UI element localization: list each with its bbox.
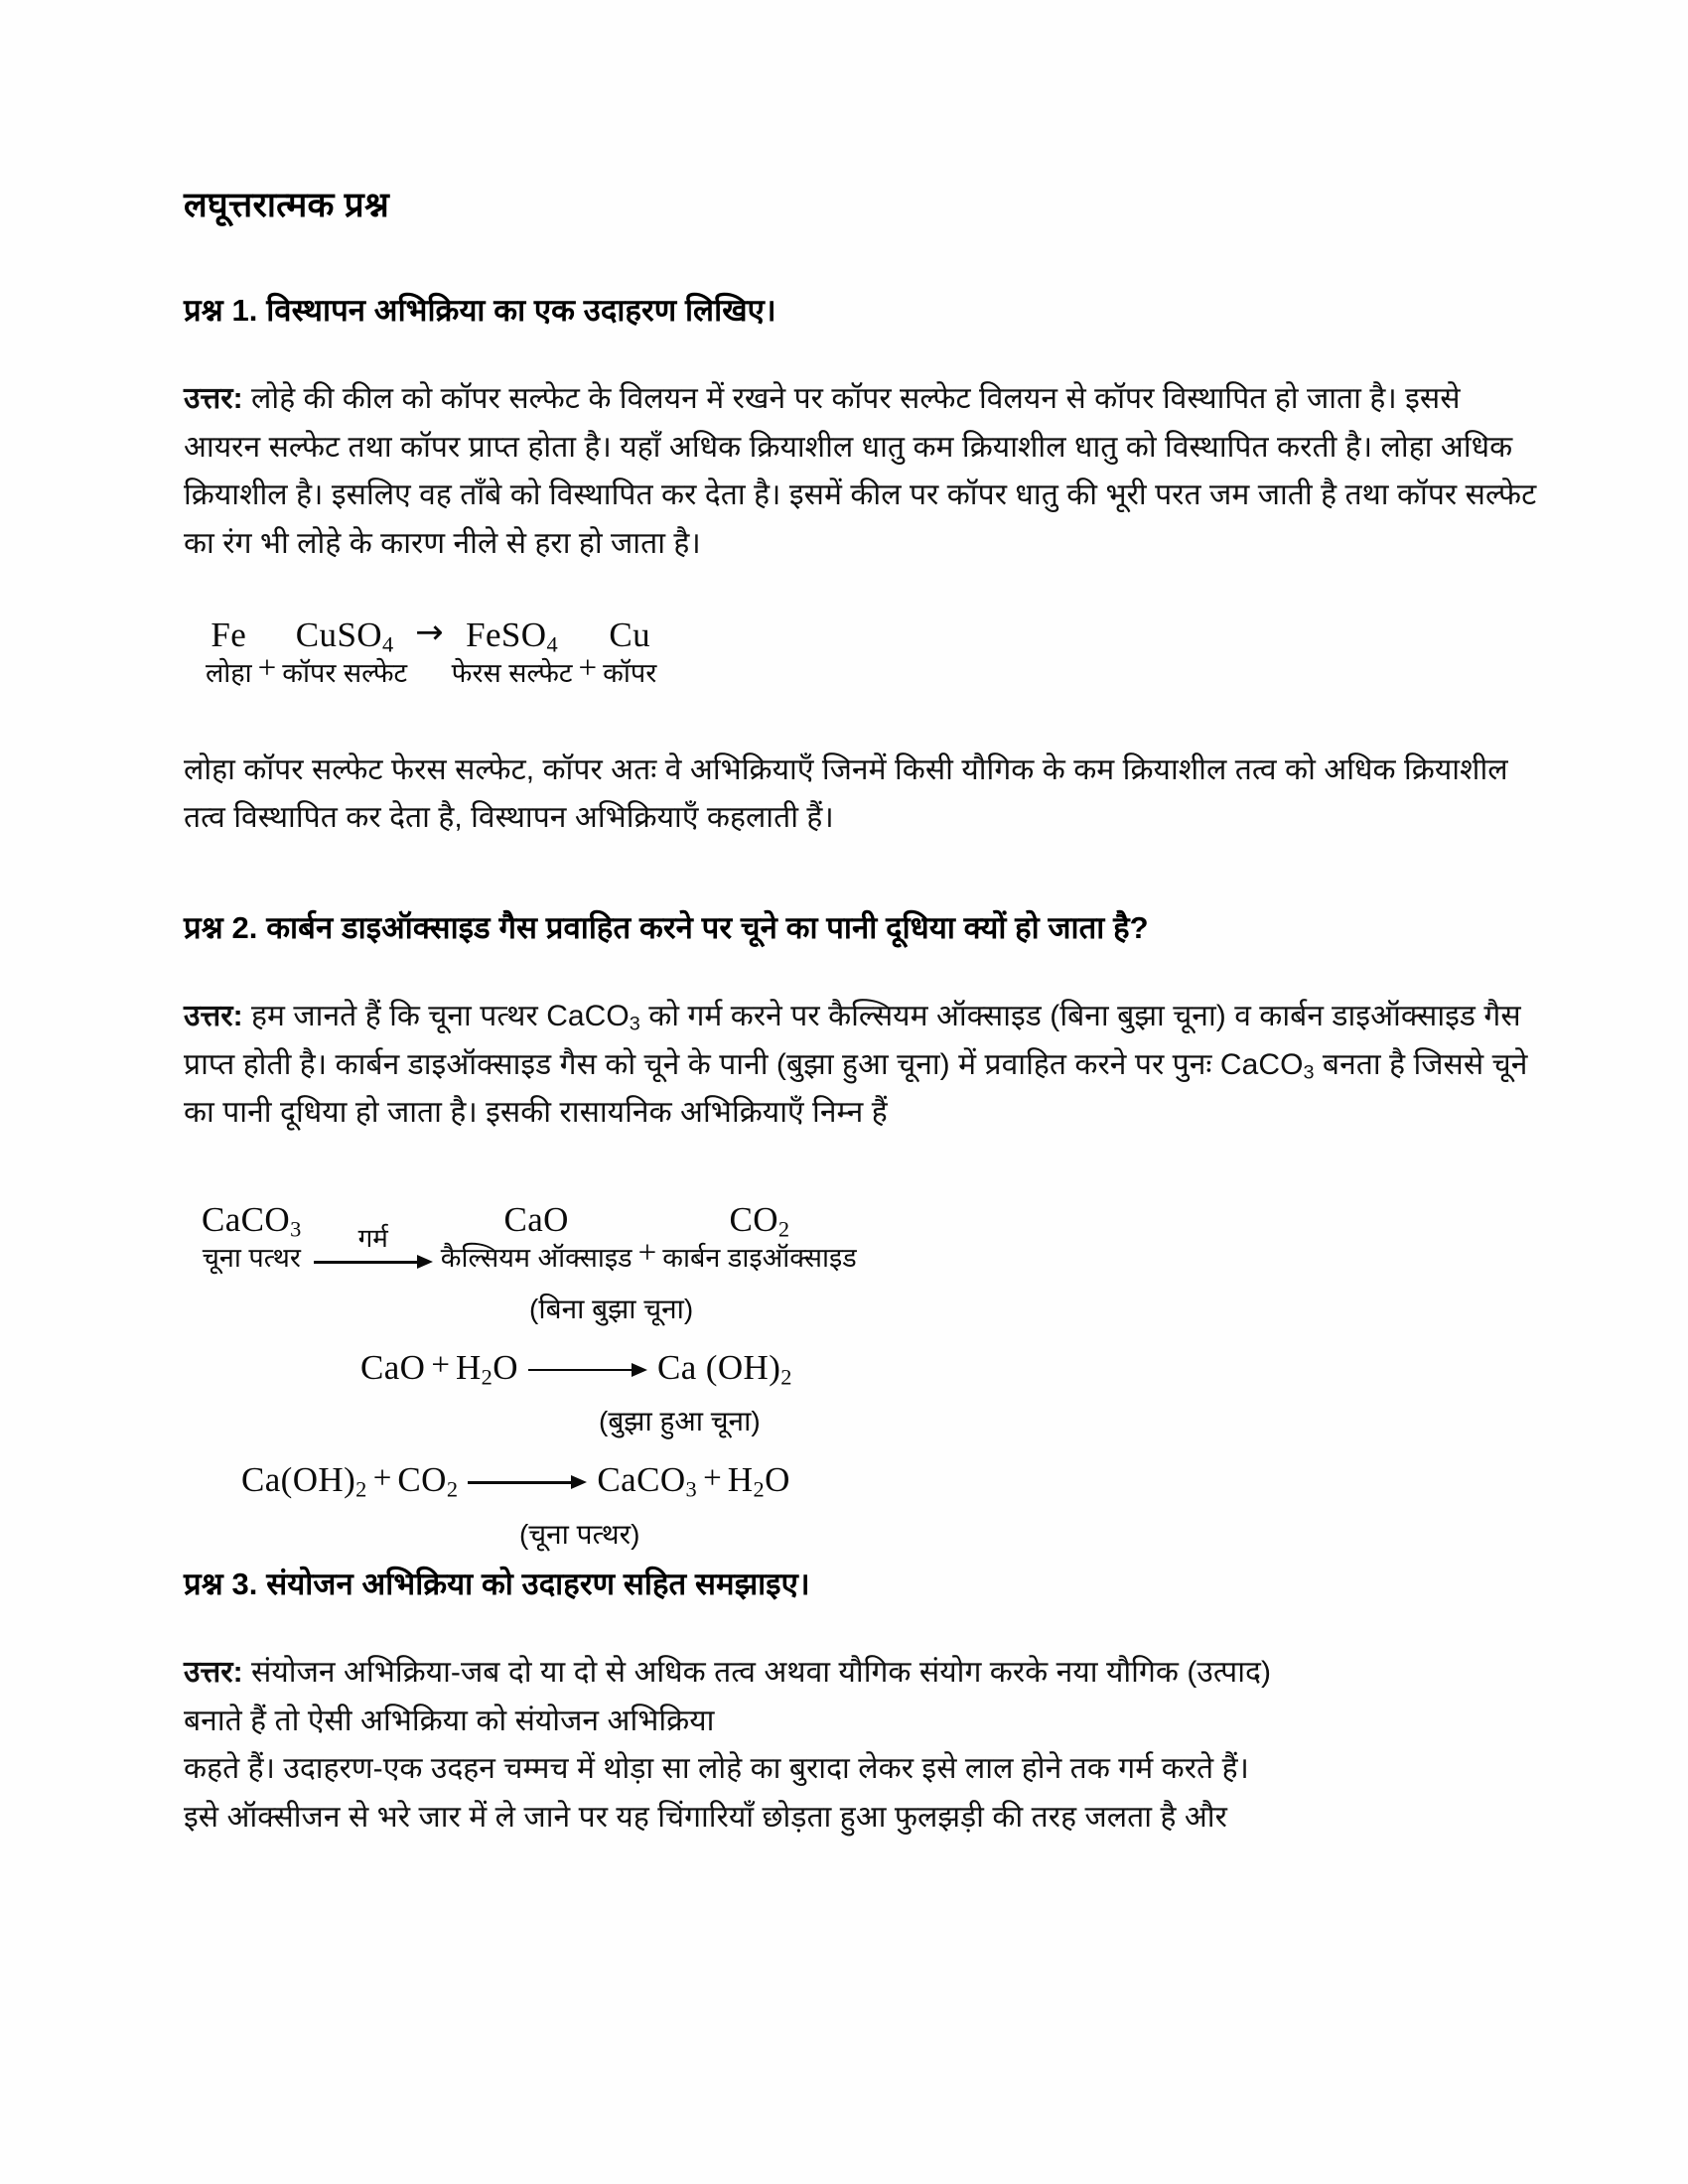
page-title: लघूत्तरात्मक प्रश्न	[184, 186, 390, 224]
plus-operator-6: +	[703, 1459, 722, 1496]
label-cu: कॉपर	[603, 657, 657, 688]
note-slaked-lime: (बुझा हुआ चूना)	[599, 1406, 761, 1437]
formula-cao-2: CaO	[360, 1347, 426, 1387]
answer-body-part1: हम जानते हैं कि चूना पत्थर CaCO	[251, 1000, 630, 1033]
label-fe: लोहा	[206, 657, 252, 688]
document-content	[184, 184, 1544, 1842]
answer-subscript-1: 3	[629, 1013, 640, 1035]
equation-note-limestone-row	[202, 1515, 1544, 1553]
plus-operator: +	[257, 649, 277, 686]
answer-3-line-3: कहते हैं। उदाहरण-एक उदहन चम्मच में थोड़ा सा लोहे का बुरादा लेकर इसे लाल होने तक गर्म करते हैं।	[184, 1752, 1249, 1786]
label-co2: कार्बन डाइऑक्साइड	[662, 1243, 857, 1274]
formula-fe: Fe	[211, 614, 247, 654]
label-caco3: चूना पत्थर	[202, 1243, 301, 1274]
arrow-stem	[314, 1254, 433, 1272]
question-2-answer	[184, 993, 1544, 1138]
label-cao: कैल्सियम ऑक्साइड	[440, 1243, 633, 1274]
formula-h2o: $H_2O$	[455, 1347, 518, 1390]
equation-line-1	[202, 1199, 1544, 1276]
formula-h2o-2: $H_2O$	[727, 1460, 790, 1502]
answer-label: उत्तर:	[184, 382, 243, 416]
equation-term-cuso4	[282, 614, 407, 691]
equation-lime-water-reactions	[202, 1199, 1544, 1553]
equation-displacement-reaction	[206, 614, 1544, 691]
answer-label-2: उत्तर:	[184, 1000, 243, 1033]
question-3-heading: प्रश्न 3. संयोजन अभिक्रिया को उदाहरण सहित समझाइए।	[184, 1566, 810, 1601]
answer-label-3: उत्तर:	[184, 1655, 243, 1689]
question-1-answer	[184, 375, 1544, 568]
reaction-arrow-icon: →	[415, 612, 444, 652]
formula-caoh2: Ca $(OH)_2$	[656, 1347, 792, 1390]
equation-line-2	[202, 1347, 1544, 1388]
answer-3-line-2: बनाते हैं तो ऐसी अभिक्रिया को संयोजन अभिक्रिया	[184, 1704, 715, 1737]
question-3-answer	[184, 1649, 1544, 1842]
question-2-heading: प्रश्न 2. कार्बन डाइऑक्साइड गैस प्रवाहित करने पर चूने का पानी दूधिया क्यों हो जाता है?	[184, 909, 1149, 945]
formula-feso4: FeSO$_4$	[466, 614, 559, 657]
question-1-heading: प्रश्न 1. विस्थापन अभिक्रिया का एक उदाहरण लिखिए।	[184, 292, 776, 328]
equation-term-cao	[441, 1199, 633, 1276]
note-quicklime: (बिना बुझा चूना)	[529, 1293, 694, 1324]
note-limestone: (चूना पत्थर)	[519, 1518, 640, 1550]
equation-term-fe	[206, 614, 252, 691]
condition-label-heat: गर्म	[357, 1222, 388, 1253]
formula-caoh2-2: $Ca(OH)_2$	[241, 1460, 367, 1502]
label-cuso4: कॉपर सल्फेट	[282, 657, 408, 688]
label-feso4: फेरस सल्फेट	[451, 657, 573, 688]
plus-operator-5: +	[372, 1459, 392, 1496]
equation-note-slakedlime-row	[202, 1402, 1544, 1439]
answer-body-part3: बनता है जिससे चूने का पानी दूधिया हो जाता है। इसकी रासायनिक अभिक्रियाएँ निम्न हैं	[184, 1047, 1528, 1130]
formula-cu: Cu	[609, 614, 651, 654]
formula-co2: $CO_2$	[729, 1199, 790, 1242]
formula-cao: CaO	[503, 1199, 569, 1239]
plus-operator-4: +	[431, 1347, 450, 1384]
question-1-closing: लोहा कॉपर सल्फेट फेरस सल्फेट, कॉपर अतः वे अभिक्रियाएँ जिनमें किसी यौगिक के कम क्रियाशील तत्व को अधिक क्रियाशील तत्व विस्थापित कर देता है, विस्थापन अभिक्रियाएँ कहलाती हैं।	[184, 752, 1508, 835]
answer-3-line-1: संयोजन अभिक्रिया-जब दो या दो से अधिक तत्व अथवा यौगिक संयोग करके नया यौगिक (उत्पाद)	[251, 1655, 1272, 1689]
reaction-arrow-icon-2	[528, 1354, 647, 1380]
answer-body-part2: को गर्म करने पर कैल्सियम ऑक्साइड (बिना बुझा चूना) व कार्बन डाइऑक्साइड गैस प्राप्त होती है। कार्बन डाइऑक्साइड गैस को चूने के पानी (बुझा हुआ चूना) में प्रवाहित करने पर पुनः CaCO	[184, 1000, 1521, 1081]
formula-caco3: CaCO$_3$	[202, 1199, 302, 1242]
equation-term-caco3	[202, 1199, 302, 1276]
reaction-arrow-heat-icon	[314, 1222, 433, 1272]
formula-caco3-2: CaCO$_3$	[597, 1460, 698, 1502]
equation-arrow-wrap	[407, 612, 452, 691]
equation-term-co2	[662, 1199, 856, 1276]
plus-operator-2: +	[578, 649, 598, 686]
formula-co2-2: $CO_2$	[397, 1460, 459, 1502]
plus-operator-3: +	[637, 1234, 657, 1271]
answer-subscript-2: 3	[1303, 1061, 1315, 1084]
equation-term-cu	[603, 614, 656, 691]
formula-cuso4: CuSO$_4$	[295, 614, 394, 657]
answer-body: लोहे की कील को कॉपर सल्फेट के विलयन में रखने पर कॉपर सल्फेट विलयन से कॉपर विस्थापित हो जाता है। इससे आयरन सल्फेट तथा कॉपर प्राप्त होता है। यहाँ अधिक क्रियाशील धातु कम क्रियाशील धातु को विस्थापित करती है। लोहा अधिक क्रियाशील है। इसलिए वह ताँबे को विस्थापित कर देता है। इसमें कील पर कॉपर धातु की भूरी परत जम जाती है तथा कॉपर सल्फेट का रंग भी लोहे के कारण नीले से हरा हो जाता है।	[184, 382, 1537, 560]
answer-3-line-4: इसे ऑक्सीजन से भरे जार में ले जाने पर यह चिंगारियाँ छोड़ता हुआ फुलझड़ी की तरह जलता है और	[184, 1800, 1227, 1834]
equation-line-3	[202, 1459, 1544, 1500]
equation-row	[206, 614, 1544, 691]
equation-note-quicklime-row	[202, 1290, 1544, 1327]
reaction-arrow-icon-3	[468, 1467, 587, 1493]
equation-term-feso4	[452, 614, 573, 691]
